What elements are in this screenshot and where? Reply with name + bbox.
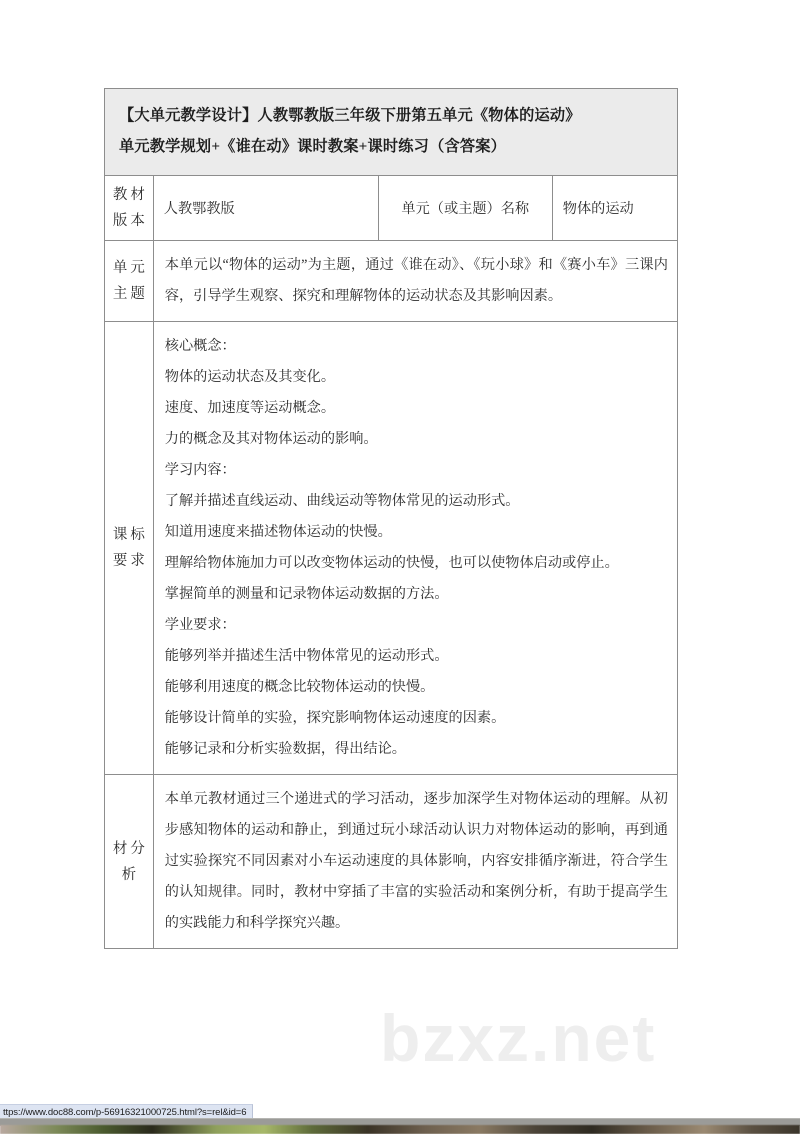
unit-theme-paragraph: 本单元以“物体的运动”为主题，通过《谁在动》、《玩小球》和《赛小车》三课内容，引导学生观察、探究和理解物体的运动状态及其影响因素。 [164, 257, 668, 304]
curriculum-paragraph: 能够记录和分析实验数据，得出结论。 [164, 741, 406, 757]
row-label-line-1: 单元 [112, 260, 148, 276]
row-label-line-1: 课标 [112, 527, 148, 543]
browser-status-bar-url: ttps://www.doc88.com/p-56916321000725.html?s=rel&id=6 [0, 1104, 253, 1120]
curriculum-paragraph: 能够设计简单的实验，探究影响物体运动速度的因素。 [164, 710, 506, 726]
row-label-curriculum-requirements [105, 322, 154, 775]
textbook-analysis-paragraph: 本单元教材通过三个递进式的学习活动，逐步加深学生对物体运动的理解。从初步感知物体的运动和静止，到通过玩小球活动认识力对物体运动的影响，再到通过实验探究不同因素对小车运动速度的具体影响，内容安排循序渐进，符合学生的认知规律。同时，教材中穿插了丰富的实验活动和案例分析，有助于提高学生的实践能力和科学探究兴趣。 [164, 791, 668, 931]
row-label-line-1: 教材 [112, 187, 148, 203]
row-label-textbook-version [105, 176, 154, 241]
textbook-version-value: 人教鄂教版 [153, 176, 378, 241]
table-row-textbook-version [105, 176, 678, 241]
curriculum-paragraph: 能够利用速度的概念比较物体运动的快慢。 [164, 679, 435, 695]
textbook-analysis-text [153, 775, 677, 949]
curriculum-paragraph: 力的概念及其对物体运动的影响。 [164, 431, 378, 447]
site-watermark: bzxz.net [380, 1001, 657, 1075]
unit-name-value: 物体的运动 [552, 176, 677, 241]
row-label-line-2: 版本 [112, 213, 148, 229]
row-label-line-2: 析 [121, 866, 140, 883]
row-label-line-2: 主题 [112, 286, 148, 302]
unit-theme-text [153, 241, 677, 322]
curriculum-paragraph: 掌握简单的测量和记录物体运动数据的方法。 [164, 586, 449, 602]
row-label-textbook-analysis [105, 775, 154, 949]
table-row-textbook-analysis [105, 775, 678, 949]
table-row-unit-theme [105, 241, 678, 322]
desktop-wallpaper-strip [0, 1125, 800, 1134]
curriculum-paragraph: 核心概念： [164, 338, 236, 354]
curriculum-paragraph: 学习内容： [164, 462, 236, 478]
curriculum-paragraph: 物体的运动状态及其变化。 [164, 369, 336, 385]
document-title [105, 89, 678, 176]
curriculum-paragraph: 了解并描述直线运动、曲线运动等物体常见的运动形式。 [164, 493, 520, 509]
row-label-line-1: 材分 [112, 840, 148, 857]
row-label-line-2: 要求 [112, 553, 148, 569]
curriculum-paragraph: 学业要求： [164, 617, 236, 633]
curriculum-paragraph: 能够列举并描述生活中物体常见的运动形式。 [164, 648, 449, 664]
title-line-1: 【大单元教学设计】人教鄂教版三年级下册第五单元《物体的运动》 [119, 107, 581, 124]
curriculum-paragraph: 理解给物体施加力可以改变物体运动的快慢，也可以使物体启动或停止。 [164, 555, 619, 571]
unit-name-label: 单元（或主题）名称 [378, 176, 552, 241]
curriculum-paragraph: 知道用速度来描述物体运动的快慢。 [164, 524, 392, 540]
unit-plan-table [104, 88, 678, 949]
curriculum-paragraph: 速度、加速度等运动概念。 [164, 400, 336, 416]
table-row-curriculum-requirements [105, 322, 678, 775]
table-row-title [105, 89, 678, 176]
title-line-2: 单元教学规划+《谁在动》课时教案+课时练习（含答案） [119, 138, 507, 155]
row-label-unit-theme [105, 241, 154, 322]
curriculum-requirements-text [153, 322, 677, 775]
